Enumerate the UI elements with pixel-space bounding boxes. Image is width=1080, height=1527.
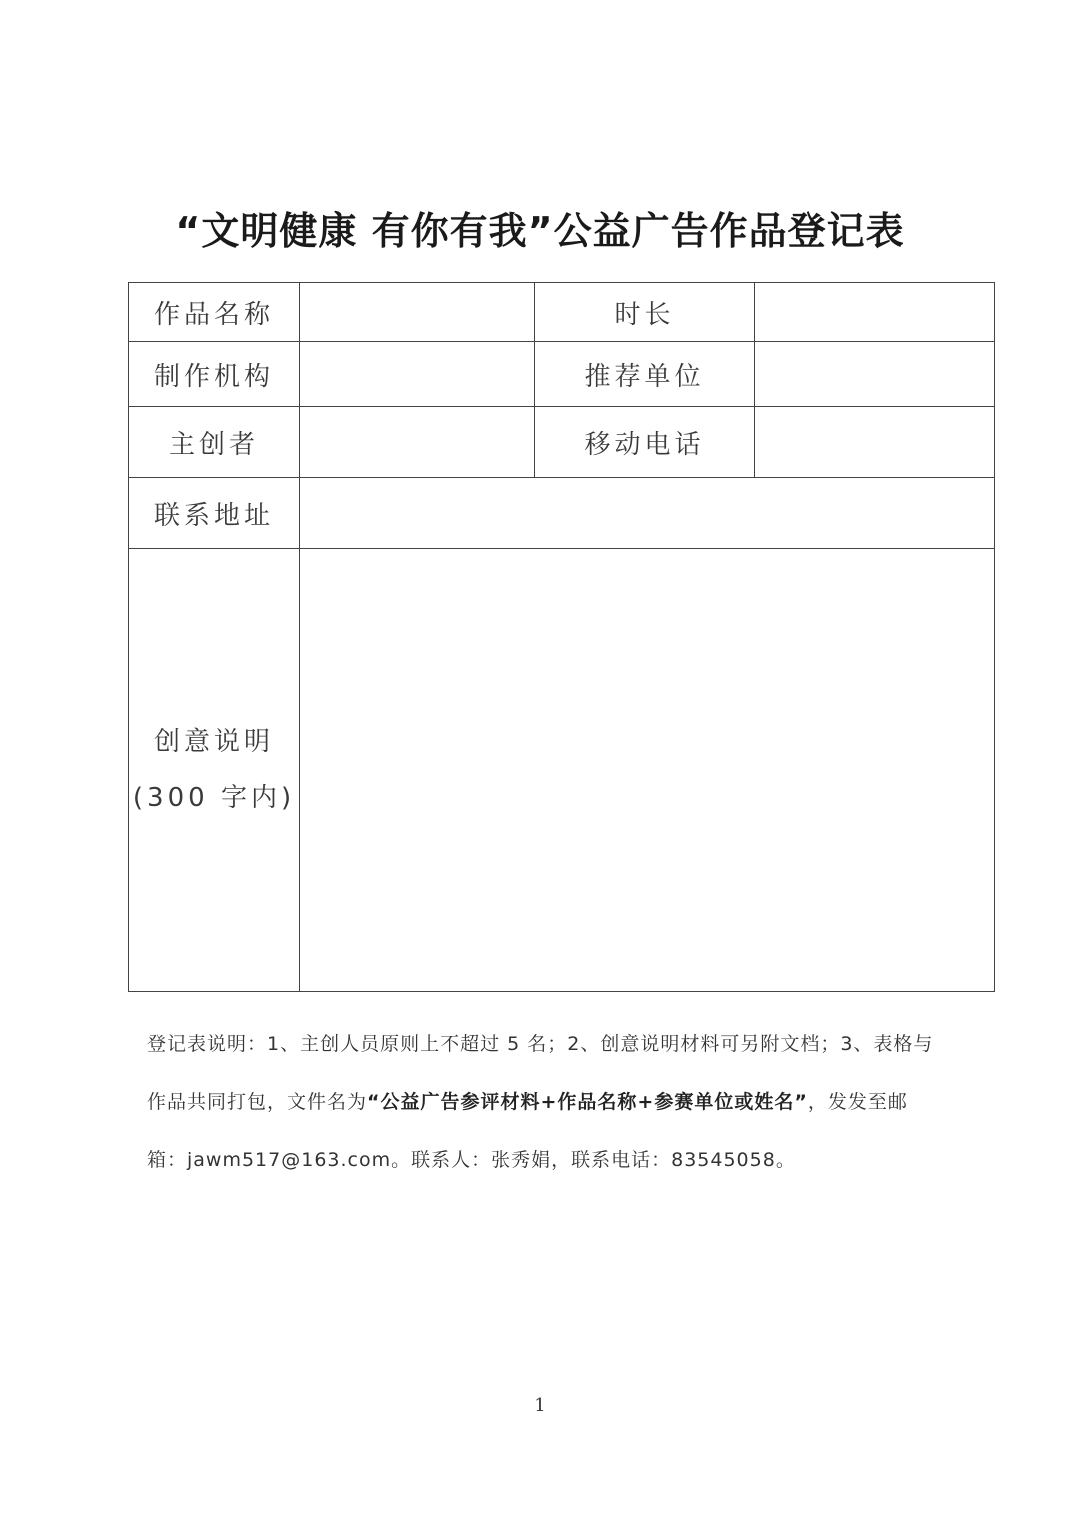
creator-label: 主创者 — [129, 407, 300, 478]
work-name-field[interactable] — [300, 283, 535, 342]
creative-field[interactable] — [300, 549, 995, 992]
producer-label: 制作机构 — [129, 342, 300, 407]
duration-field[interactable] — [755, 283, 995, 342]
producer-field[interactable] — [300, 342, 535, 407]
page-number: 1 — [534, 1395, 546, 1416]
address-label: 联系地址 — [129, 478, 300, 549]
notes-text-part1: 登记表说明：1、主创人员原则上不超过 5 名；2、创意说明材料可另附文档；3、表格与作品共同打包，文件名为 — [147, 1033, 934, 1113]
form-notes — [147, 1015, 947, 1189]
form-row-producer — [129, 342, 995, 407]
recommender-field[interactable] — [755, 342, 995, 407]
address-field[interactable] — [300, 478, 995, 549]
duration-label: 时长 — [535, 283, 755, 342]
work-name-label: 作品名称 — [129, 283, 300, 342]
creative-label-line1: 创意说明 — [153, 727, 274, 757]
creative-label-line2: (300 字内) — [132, 783, 296, 813]
mobile-label: 移动电话 — [535, 407, 755, 478]
recommender-label: 推荐单位 — [535, 342, 755, 407]
creative-label — [129, 549, 300, 992]
mobile-field[interactable] — [755, 407, 995, 478]
page-title: “文明健康 有你有我”公益广告作品登记表 — [175, 209, 905, 253]
form-row-creator — [129, 407, 995, 478]
notes-filename-format: “公益广告参评材料+作品名称+参赛单位或姓名” — [367, 1091, 808, 1113]
form-row-creative — [129, 549, 995, 992]
registration-form-table — [128, 282, 995, 992]
form-row-work-name — [129, 283, 995, 342]
notes-text-part2: ，发发至邮箱：jawm517@163.com。联系人：张秀娟，联系电话：83545058。 — [147, 1091, 908, 1171]
creator-field[interactable] — [300, 407, 535, 478]
form-row-address — [129, 478, 995, 549]
